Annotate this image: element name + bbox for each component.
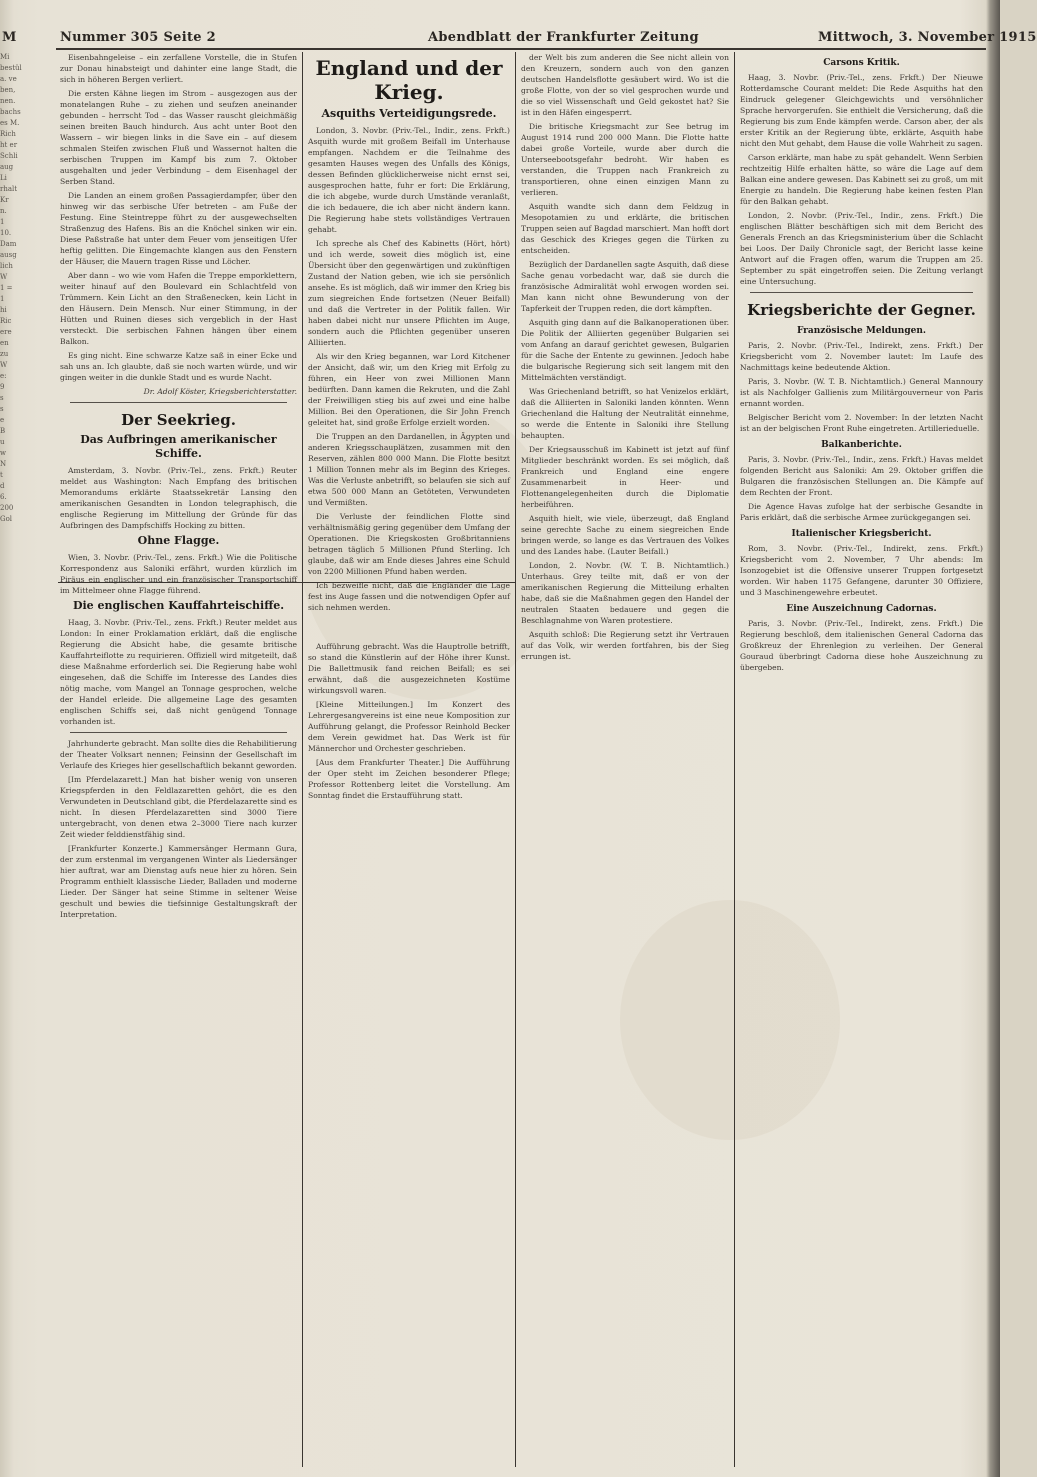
paragraph: Ich spreche als Chef des Kabinetts (Hört, hört) und ich werde, soweit dies möglich ist, eine Übersicht über den gegenwärtigen und zukünftigen Zustand der Nation geben, wie ich sie persönlich ansehe. Es ist möglich, daß wir immer den Krieg bis zum siegreichen Ende fortsetzen (Neuer Beifall) und daß die Vertreter in der Politik fallen. Wir haben dabei nicht nur unsere Pflichten im Auge, sondern auch die Pflichten gegenüber unseren Alliierten.	[308, 239, 510, 347]
edge-text-fragment: hi	[0, 306, 7, 314]
edge-text-fragment: Gol	[0, 515, 13, 523]
paragraph: Der Kriegsausschuß im Kabinett ist jetzt auf fünf Mitglieder beschränkt worden. Es sei möglich, daß Frankreich und England eine engere Zusammenarbeit in Heer- und Flottenangelegenheiten durch die Diplomatie herbeiführen.	[521, 445, 729, 509]
edge-text-fragment: Kr	[0, 196, 9, 204]
paragraph: Paris, 3. Novbr. (Priv.-Tel., Indirekt, zens. Frkft.) Die Regierung beschloß, dem italienischen General Cadorna das Großkreuz der Ehrenlegion zu verleihen. Der General Gouraud überbringt Cadorna diese hohe Auszeichnung zu übergeben.	[740, 619, 983, 672]
paragraph: [Aus dem Frankfurter Theater.] Die Aufführung der Oper steht im Zeichen besonderer Pflege; Professor Rottenberg leitet die Vorstellung. Am Sonntag findet die Erstaufführung statt.	[308, 758, 510, 800]
author-byline: Dr. Adolf Köster, Kriegsberichterstatter.	[143, 387, 297, 396]
war-report-article	[60, 52, 297, 397]
paragraph: Eisenbahngeleise – ein zerfallene Vorstelle, die in Stufen zur Donau hinabsteigt und dahinter eine lange Stadt, die sich in höheren Bergen verliert.	[60, 53, 297, 84]
ital-headline: Italienischer Kriegsbericht.	[791, 529, 932, 539]
column-1	[60, 52, 297, 1467]
edge-text-fragment: N	[0, 460, 7, 468]
paragraph: Rom, 3. Novbr. (Priv.-Tel., Indirekt, zens. Frkft.) Kriegsbericht vom 2. November, 7 Uhr abends: Im Isonzogebiet ist die Offensive unserer Truppen fortgesetzt worden. Wir haben 1175 Gefangene, darunter 30 Offiziere, und 3 Maschinengewehre erbeutet.	[740, 544, 983, 597]
edge-text-fragment: t	[0, 471, 3, 479]
edge-text-fragment: 1 =	[0, 284, 13, 292]
carson-headline: Carsons Kritik.	[823, 58, 900, 68]
kauffahrtei-headline: Die englischen Kauffahrteischiffe.	[72, 599, 285, 612]
paragraph: Carson erklärte, man habe zu spät gehandelt. Wenn Serbien rechtzeitig Hilfe erhalten hätte, so wäre die Lage auf dem Balkan eine andere gewesen. Das Kabinett sei zu groß, um mit Energie zu handeln. Die Regierung habe keinen festen Plan für den Balkan gehabt.	[740, 153, 983, 206]
column-divider	[515, 52, 516, 1467]
paragraph: Wien, 3. Novbr. (Priv.-Tel., zens. Frkft.) Wie die Politische Korrespondenz aus Saloniki erfährt, wurden kürzlich im Piräus ein englischer und ein französischer Transportschiff im Mittelmeer ohne Flagge führend.	[60, 553, 297, 595]
edge-text-fragment: bestül	[0, 64, 22, 72]
paragraph: Haag, 3. Novbr. (Priv.-Tel., zens. Frkft.) Der Nieuwe Rotterdamsche Courant meldet: Die Rede Asquiths hat den Eindruck gelegener Gleichgewichts und versöhnlicher Sprache hervorgerufen. Sie enthielt die Versicherung, daß die Regierung bis zum Ende kämpfen werde. Carson aber, der als erster Kritik an der Regierung übte, erklärte, Asquith habe nicht den Mut gehabt, dem Hause die volle Wahrheit zu sagen.	[740, 73, 983, 148]
paragraph: Haag, 3. Novbr. (Priv.-Tel., zens. Frkft.) Reuter meldet aus London: In einer Proklamation erklärt, daß die englische Regierung die Absicht habe, die gesamte britische Kauffahrteiflotte zu requirieren. Offiziell wird mitgeteilt, daß diese Maßnahme erforderlich sei. Die Regierung habe wohl eingesehen, daß die Schiffe im Interesse des Landes dies nötig mache, vom Mangel an Tonnage gesprochen, welche der Handel erleide. Die allgemeine Lage des gesamten englischen Schiffs sei, daß nicht genügend Tonnage vorhanden ist.	[60, 618, 297, 726]
franz-article	[740, 340, 983, 434]
edge-text-fragment: W	[0, 361, 8, 369]
edge-text-fragment: Mi	[0, 53, 10, 61]
paragraph: Paris, 2. Novbr. (Priv.-Tel., Indirekt, zens. Frkft.) Der Kriegsbericht vom 2. November lautet: Im Laufe des Nachmittags keine bedeutende Aktion.	[740, 341, 983, 372]
gegner-headline: Kriegsberichte der Gegner.	[747, 301, 976, 319]
paragraph: Asquith ging dann auf die Balkanoperationen über. Die Politik der Alliierten gegenüber Bulgarien sei vom Anfang an darauf gerichtet gewesen, Bulgarien für die Sache der Entente zu gewinnen. Jedoch habe die bulgarische Regierung sich seit langem mit den Mittelmächten verständigt.	[521, 318, 729, 382]
edge-text-fragment: nen.	[0, 97, 16, 105]
edge-text-fragment: 1	[0, 218, 5, 226]
edge-text-fragment: bachs	[0, 108, 21, 116]
paragraph: Als wir den Krieg begannen, war Lord Kitchener der Ansicht, daß wir, um den Krieg mit Erfolg zu führen, ein Heer von zwei Millionen Mann bedürften. Dann kamen die Rekruten, und die Zahl der Freiwilligen stieg bis auf zwei und eine halbe Million. Bei den Operationen, die Sir John French geleitet hat, sind große Erfolge erzielt worden.	[308, 352, 510, 427]
balkan-headline: Balkanberichte.	[821, 440, 902, 450]
column-4	[740, 52, 983, 1467]
edge-text-fragment: es M.	[0, 119, 20, 127]
paragraph: Die britische Kriegsmacht zur See betrug im August 1914 rund 200 000 Mann. Die Flotte hatte dabei große Vorteile, wurde aber durch die Unterseebootsgefahr bedroht. Wir haben es verstanden, die Truppen nach Frankreich zu transportieren, ohne einen einzigen Mann zu verlieren.	[521, 122, 729, 197]
edge-text-fragment: s	[0, 405, 4, 413]
paragraph: Aber dann – wo wie vom Hafen die Treppe emporklettern, weiter hinauf auf den Boulevard ein Schlachtfeld von Trümmern. Kein Licht an den Straßenecken, kein Licht in den Häusern. Dein Mensch. Nur einer Stimmung, in der Hütten und Ruinen dieses sich vergeblich in der Hast versteckt. Die serbischen Fahnen hängen über einem Balkon.	[60, 271, 297, 346]
edge-text-fragment: Ric	[0, 317, 12, 325]
edge-text-fragment: s	[0, 394, 4, 402]
newspaper-masthead: Abendblatt der Frankfurter Zeitung	[428, 30, 699, 45]
edge-text-fragment: en	[0, 339, 9, 347]
london-article	[740, 210, 983, 287]
edge-text-fragment: d	[0, 482, 5, 490]
edge-text-fragment: 6.	[0, 493, 7, 501]
paragraph: London, 3. Novbr. (Priv.-Tel., Indir., zens. Frkft.) Asquith wurde mit großem Beifall im Unterhause empfangen. Nachdem er die Teilnahme des gesamten Hauses wegen des Unfalls des Königs, dessen Befinden glücklicherweise nicht ernst sei, ausgesprochen hatte, fuhr er fort: Die Erklärung, die ich abgebe, wurde durch Umstände veranlaßt, die ich bedauere, die ich aber nicht ändern kann. Die Regierung habe stets vollständiges Vertrauen gehabt.	[308, 126, 510, 234]
edge-text-fragment: ht er	[0, 141, 18, 149]
adjacent-page-fragment	[0, 52, 24, 1472]
edge-text-fragment: 1	[0, 295, 5, 303]
paragraph: Die Truppen an den Dardanellen, in Ägypten und anderen Kriegsschauplätzen, zusammen mit den Reserven, zählen 800 000 Mann. Die Flotte besitzt 1 Million Tonnen mehr als im Beginn des Krieges. Was die Verluste anbetrifft, so belaufen sie sich auf etwa 500 000 Mann an Getöteten, Verwundeten und Vermißten.	[308, 432, 510, 507]
seekrieg-subheadline: Das Aufbringen amerikanischer Schiffe.	[80, 433, 277, 460]
article-divider	[70, 402, 287, 403]
paragraph: Belgischer Bericht vom 2. November: In der letzten Nacht ist an der belgischen Front Ruhe eingetreten. Artillerieduelle.	[740, 413, 983, 433]
paragraph: Es ging nicht. Eine schwarze Katze saß in einer Ecke und sah uns an. Ich glaubte, daß sie noch warten würde, und wir gingen weiter in die dunkle Stadt und es wurde Nacht.	[60, 351, 297, 382]
asquith-subheadline: Asquiths Verteidigungsrede.	[321, 107, 497, 120]
edge-text-fragment: Rich	[0, 130, 16, 138]
asquith-speech-article	[308, 125, 510, 612]
edge-text-fragment: e	[0, 416, 5, 424]
edge-text-fragment: Dam	[0, 240, 17, 248]
column-divider	[302, 52, 303, 1467]
edge-text-fragment: n.	[0, 207, 7, 215]
article-divider	[70, 732, 287, 733]
ital-article	[740, 543, 983, 598]
issue-date: Mittwoch, 3. November 1915	[818, 30, 1037, 45]
edge-text-fragment: 9	[0, 383, 5, 391]
edge-text-fragment: B	[0, 427, 6, 435]
kauffahrtei-article	[60, 617, 297, 727]
header-fragment: M	[2, 30, 17, 45]
edge-text-fragment: 200	[0, 504, 14, 512]
paragraph: Paris, 3. Novbr. (W. T. B. Nichtamtlich.) General Mannoury ist als Nachfolger Gallienis zum Militärgouverneur von Paris ernannt worden.	[740, 377, 983, 408]
header-rule	[56, 48, 986, 50]
edge-text-fragment: ausg	[0, 251, 17, 259]
carson-article	[740, 72, 983, 207]
paragraph: London, 2. Novbr. (Priv.-Tel., Indir., zens. Frkft.) Die englischen Blätter beschäftigen sich mit dem Bericht des Generals French an das Kriegsministerium über die Schlacht bei Loos. Der Daily Chronicle sagt, der Bericht lasse keine Antwort auf die Fragen offen, warum die Truppen am 25. September zu spät eingetroffen seien. Die Zeitung verlangt eine Untersuchung.	[740, 211, 983, 286]
page-header	[0, 26, 1037, 48]
paragraph: Aufführung gebracht. Was die Hauptrolle betrifft, so stand die Künstlerin auf der Höhe ihrer Kunst. Die Ballettmusik fand reichen Beifall; es sei erwähnt, daß die ausgezeichneten Kostüme wirkungsvoll waren.	[308, 642, 510, 695]
seekrieg-headline: Der Seekrieg.	[121, 411, 236, 429]
edge-text-fragment: W	[0, 273, 8, 281]
column-2	[308, 52, 510, 1467]
ohne-flagge-article	[60, 552, 297, 596]
edge-text-fragment: Schli	[0, 152, 18, 160]
balkan-article	[740, 454, 983, 523]
edge-text-fragment: Li	[0, 174, 7, 182]
paragraph: Asquith schloß: Die Regierung setzt ihr Vertrauen auf das Volk, wir werden fortfahren, bis der Sieg errungen ist.	[521, 630, 729, 661]
edge-text-fragment: 10.	[0, 229, 12, 237]
ohne-flagge-headline: Ohne Flagge.	[137, 534, 220, 547]
paragraph: Jahrhunderte gebracht. Man sollte dies die Rehabilitierung der Theater Volksart nennen; Feinsinn der Gesellschaft im Verlaufe des Krieges hier gesellschaftlich bekannt geworden.	[60, 739, 297, 770]
column-divider	[734, 52, 735, 1467]
paragraph: London, 2. Novbr. (W. T. B. Nichtamtlich.) Unterhaus. Grey teilte mit, daß er von der amerikanischen Regierung die Mitteilung erhalten habe, daß sie die Maßnahmen gegen den Handel der neutralen Staaten bedauere und gegen die Beschlagnahme von Waren protestiere.	[521, 561, 729, 625]
edge-text-fragment: zu	[0, 350, 9, 358]
franz-headline: Französische Meldungen.	[796, 326, 927, 336]
edge-text-fragment: aug	[0, 163, 14, 171]
paragraph: Asquith wandte sich dann dem Feldzug in Mesopotamien zu und erklärte, die britischen Truppen seien auf Bagdad marschiert. Man hofft dort das Geschick des Krieges gegen die Türken zu entscheiden.	[521, 202, 729, 255]
edge-text-fragment: ere	[0, 328, 12, 336]
cadorna-headline: Eine Auszeichnung Cadornas.	[786, 604, 937, 614]
paragraph: Asquith hielt, wie viele, überzeugt, daß England seine gerechte Sache zu einem siegreichen Ende bringen werde, so lange es das Vertrauen des Volkes und des Landes habe. (Lauter Beifall.)	[521, 514, 729, 556]
edge-text-fragment: lich	[0, 262, 13, 270]
edge-text-fragment: a. ve	[0, 75, 17, 83]
paragraph: Amsterdam, 3. Novbr. (Priv.-Tel., zens. Frkft.) Reuter meldet aus Washington: Nach Empfang des britischen Memorandums erklärte Staatssekretär Lansing den amerikanischen Gesandten in London telegraphisch, die englische Regierung im Mittellung der Gründe für das Aufbringen des Dampfschiffs Hocking zu bitten.	[60, 466, 297, 530]
asquith-speech-continuation	[521, 52, 729, 662]
paragraph: Was Griechenland betrifft, so hat Venizelos erklärt, daß die Alliierten in Saloniki landen könnten. Wenn Griechenland die Haltung der Neutralität einnehme, so werde die Entente in Saloniki ihre Stellung behaupten.	[521, 387, 729, 440]
paragraph: Paris, 3. Novbr. (Priv.-Tel., Indir., zens. Frkft.) Havas meldet folgenden Bericht aus Saloniki: Am 29. Oktober griffen die Bulgaren die französischen Stellungen an. Die Kämpfe auf dem Rechten der Front.	[740, 455, 983, 497]
paragraph: Ich bezweifle nicht, daß die Engländer die Lage fest ins Auge fassen und die notwendigen Opfer auf sich nehmen werden.	[308, 581, 510, 612]
seekrieg-article	[60, 465, 297, 531]
paragraph: [Frankfurter Konzerte.] Kammersänger Hermann Gura, der zum erstenmal im vergangenen Winter als Liedersänger hier auftrat, war am Dienstag aufs neue hier zu hören. Sein Programm enthielt klassische Lieder, Balladen und moderne Lieder. Der Sänger hat seine Stimme in seltener Weise geschult und bewies die tiefsinnige Gestaltungskraft der Interpretation.	[60, 844, 297, 919]
edge-text-fragment: w	[0, 449, 6, 457]
cadorna-article	[740, 618, 983, 673]
article-divider	[750, 292, 973, 293]
paragraph: [Im Pferdelazarett.] Man hat bisher wenig von unseren Kriegspferden in den Feldlazaretten gehört, die es den Verwundeten in Deutschland gibt, die Pferdelazarette sind es nicht. In diesen Pferdelazaretten sind 3000 Tiere untergebracht, von denen etwa 2–3000 Tiere nach kurzer Zeit wieder felddienstfähig sind.	[60, 775, 297, 839]
feuilleton-section	[60, 738, 297, 920]
paragraph: der Welt bis zum anderen die See nicht allein von den Kreuzern, sondern auch von den ganzen deutschen Handelsflotte gesäubert wird. Wo ist die große Flotte, von der so viel gesprochen wurde und die so viel Wissenschaft und Geld gekostet hat? Sie ist in den Häfen eingesperrt.	[521, 53, 729, 117]
england-krieg-headline: England und der Krieg.	[315, 56, 503, 104]
edge-text-fragment: rhalt	[0, 185, 18, 193]
paragraph: [Kleine Mitteilungen.] Im Konzert des Lehrergesangvereins ist eine neue Komposition zur Aufführung gelangt, die Professor Reinhold Becker dem Verein gewidmet hat. Das Werk ist für Männerchor und Orchester geschrieben.	[308, 700, 510, 753]
feuilleton-continuation	[308, 641, 510, 801]
column-3	[521, 52, 729, 1467]
paragraph: Bezüglich der Dardanellen sagte Asquith, daß diese Sache genau vorbedacht war, daß sie durch die französische Admiralität wohl erwogen worden sei. Man kann nicht ohne Bewunderung von der Tapferkeit der Truppen reden, die dort kämpften.	[521, 260, 729, 313]
paragraph: Die Agence Havas zufolge hat der serbische Gesandte in Paris erklärt, daß die serbische Armee zurückgegangen sei.	[740, 502, 983, 522]
paragraph: Die Landen an einem großen Passagierdampfer, über den hinweg wir das serbische Ufer betreten – am Fuße der Festung. Eine Steintreppe führt zu der ausgewechselten Straßenzug des Hafens. Bis an die Knöchel sinken wir ein. Diese Paßstraße hat unter dem Feuer vom jenseitigen Ufer heftig gelitten. Die Eingemachte klangen aus den Fenstern der Häuser, die Mauern tragen Risse und Löcher.	[60, 191, 297, 266]
issue-number: Nummer 305 Seite 2	[60, 30, 216, 45]
edge-text-fragment: e:	[0, 372, 7, 380]
edge-text-fragment: u	[0, 438, 5, 446]
edge-text-fragment: ben,	[0, 86, 16, 94]
paragraph: Die Verluste der feindlichen Flotte sind verhältnismäßig gering gegenüber dem Umfang der Operationen. Die Kriegskosten Großbritanniens betragen täglich 5 Millionen Pfund Sterling. Ich glaube, daß wir am Ende dieses Jahres eine Schuld von 2200 Millionen Pfund haben werden.	[308, 512, 510, 576]
paragraph: Die ersten Kähne liegen im Strom – ausgezogen aus der monatelangen Ruhe – zu ziehen und seufzen aneinander gebunden – herrscht Tod – das Wasser rauscht gleichmäßig seinen breiten Bauch hindurch. Aus acht unter Boot den Wassern – wir biegen links in die Save ein – auf diesem schmalen Steifen zwischen Fluß und Wassernot halten die serbischen Truppen im Kampf bis zum 7. Oktober ausgehalten und jeder Verbindung – dem Eisenhagel der Serben Stand.	[60, 89, 297, 186]
